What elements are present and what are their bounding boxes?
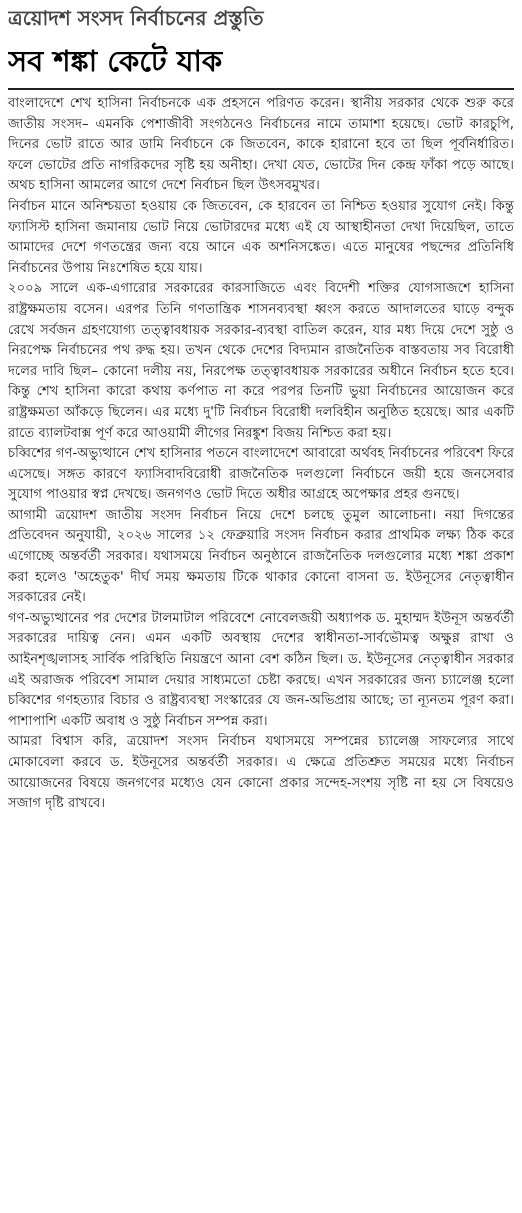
paragraph: গণ-অভ্যুত্থানের পর দেশের টালমাটাল পরিবেশে নোবেলজয়ী অধ্যাপক ড. মুহাম্মদ ইউনূস অন্তর্বর্তী সরকারের দায়িত্ব নেন। এমন একটি অবস্থায় দেশের স্বাধীনতা-সার্বভৌমত্ব অক্ষুণ্ণ রাখা ও আইনশৃঙ্খলাসহ সার্বিক পরিস্থিতি নিয়ন্ত্রণে আনা বেশ কঠিন ছিল। ড. ইউনূসের নেতৃত্বাধীন সরকার এই অরাজক পরিবেশ সামাল দেয়ার সাধ্যমতো চেষ্টা করছে। এখন সরকারের জন্য চ্যালেঞ্জ হলো চব্বিশের গণহত্যার বিচার ও রাষ্ট্রব্যবস্থা সংস্কারের যে জন-অভিপ্রায় আছে; তা ন্যূনতম পূরণ করা। পাশাপাশি একটি অবাধ ও সুষ্ঠু নির্বাচন সম্পন্ন করা। — [8, 610, 514, 729]
paragraph: আগামী ত্রয়োদশ জাতীয় সংসদ নির্বাচন নিয়ে দেশে চলছে তুমুল আলোচনা। নয়া দিগন্তের প্রতিবেদন অনুযায়ী, ২০২৬ সালের ১২ ফেব্রুয়ারি সংসদ নির্বাচন করার প্রাথমিক লক্ষ্য ঠিক করে এগোচ্ছে অন্তর্বর্তী সরকার। যথাসময়ে নির্বাচন অনুষ্ঠানে রাজনৈতিক দলগুলোর মধ্যে শঙ্কা প্রকাশ করা হলেও 'অহেতুক' দীর্ঘ সময় ক্ষমতায় টিকে থাকার কোনো বাসনা ড. ইউনূসের নেতৃত্বাধীন সরকারের নেই। — [8, 507, 514, 606]
paragraph: বাংলাদেশে শেখ হাসিনা নির্বাচনকে এক প্রহসনে পরিণত করেন। স্থানীয় সরকার থেকে শুরু করে জাতীয় সংসদ– এমনকি পেশাজীবী সংগঠনেও নির্বাচনের নামে তামাশা হয়েছে। ভোট কারচুপি, দিনের ভোট রাতে আর ডামি নির্বাচনে কে জিতবেন, কাকে হারানো হবে তা ছিল পূর্বনির্ধারিত। ফলে ভোটের প্রতি নাগরিকদের সৃষ্টি হয় অনীহা। দেখা যেত, ভোটের দিন কেন্দ্র ফাঁকা পড়ে আছে। অথচ হাসিনা আমলের আগে দেশে নির্বাচন ছিল উৎসবমুখর। — [8, 96, 514, 194]
paragraph: চব্বিশের গণ-অভ্যুত্থানে শেখ হাসিনার পতনে বাংলাদেশে আবারো অর্থবহ নির্বাচনের পরিবেশ ফিরে এসেছে। সঙ্গত কারণে ফ্যাসিবাদবিরোধী রাজনৈতিক দলগুলো নির্বাচনে জয়ী হয়ে জনসেবার সুযোগ পাওয়ার স্বপ্ন দেখছে। জনগণও ভোট দিতে অধীর আগ্রহে অপেক্ষার প্রহর গুনছে। — [8, 446, 514, 503]
paragraph: নির্বাচন মানে অনিশ্চয়তা হওয়ায় কে জিতবেন, কে হারবেন তা নিশ্চিত হওয়ার সুযোগ নেই। কিন্তু ফ্যাসিস্ট হাসিনা জমানায় ভোট নিয়ে ভোটারদের মধ্যে এই যে আস্থাহীনতা দেখা দিয়েছিল, তাতে আমাদের দেশে গণতন্ত্রের জন্য বয়ে আনে এক অশনিসঙ্কেত। এতে মানুষের পছন্দের প্রতিনিধি নির্বাচনের উপায় নিঃশেষিত হয়ে যায়। — [8, 198, 514, 276]
kicker-title: ত্রয়োদশ সংসদ নির্বাচনের প্রস্তুতি — [8, 6, 264, 30]
headline: সব শঙ্কা কেটে যাক — [8, 44, 223, 78]
article-body — [8, 94, 514, 815]
paragraph: ২০০৯ সালে এক-এগারোর সরকারের কারসাজিতে এবং বিদেশী শক্তির যোগসাজশে হাসিনা রাষ্ট্রক্ষমতায় বসেন। এরপর তিনি গণতান্ত্রিক শাসনব্যবস্থা ধ্বংস করতে আদালতের ঘাড়ে বন্দুক রেখে সর্বজন গ্রহণযোগ্য তত্ত্বাবধায়ক সরকার-ব্যবস্থা বাতিল করেন, যার মধ্য দিয়ে দেশে সুষ্ঠু ও নিরপেক্ষ নির্বাচনের পথ রুদ্ধ হয়। তখন থেকে দেশের বিদ্যমান রাজনৈতিক বাস্তবতায় সব বিরোধী দলের দাবি ছিল– কোনো দলীয় নয়, নিরপেক্ষ তত্ত্বাবধায়ক সরকারের অধীনে নির্বাচন হতে হবে। কিন্তু শেখ হাসিনা কারো কথায় কর্ণপাত না করে পরপর তিনটি ভুয়া নির্বাচনের আয়োজন করে রাষ্ট্রক্ষমতা আঁকড়ে ছিলেন। এর মধ্যে দু'টি নির্বাচন বিরোধী দলবিহীন অনুষ্ঠিত হয়েছে। আর একটি রাতে ব্যালটবাক্স পূর্ণ করে আওয়ামী লীগের নিরঙ্কুশ বিজয় নিশ্চিত করা হয়। — [8, 281, 514, 441]
paragraph: আমরা বিশ্বাস করি, ত্রয়োদশ সংসদ নির্বাচন যথাসময়ে সম্পন্নের চ্যালেঞ্জ সাফল্যের সাথে মোকাবেলা করবে ড. ইউনূসের অন্তর্বর্তী সরকার। এ ক্ষেত্রে প্রতিশ্রুত সময়ের মধ্যে নির্বাচন আয়োজনের বিষয়ে জনগণের মধ্যেও যেন কোনো প্রকার সন্দেহ-সংশয় সৃষ্টি না হয় সে বিষয়েও সজাগ দৃষ্টি রাখবে। — [8, 734, 514, 812]
headline-divider — [8, 88, 514, 90]
